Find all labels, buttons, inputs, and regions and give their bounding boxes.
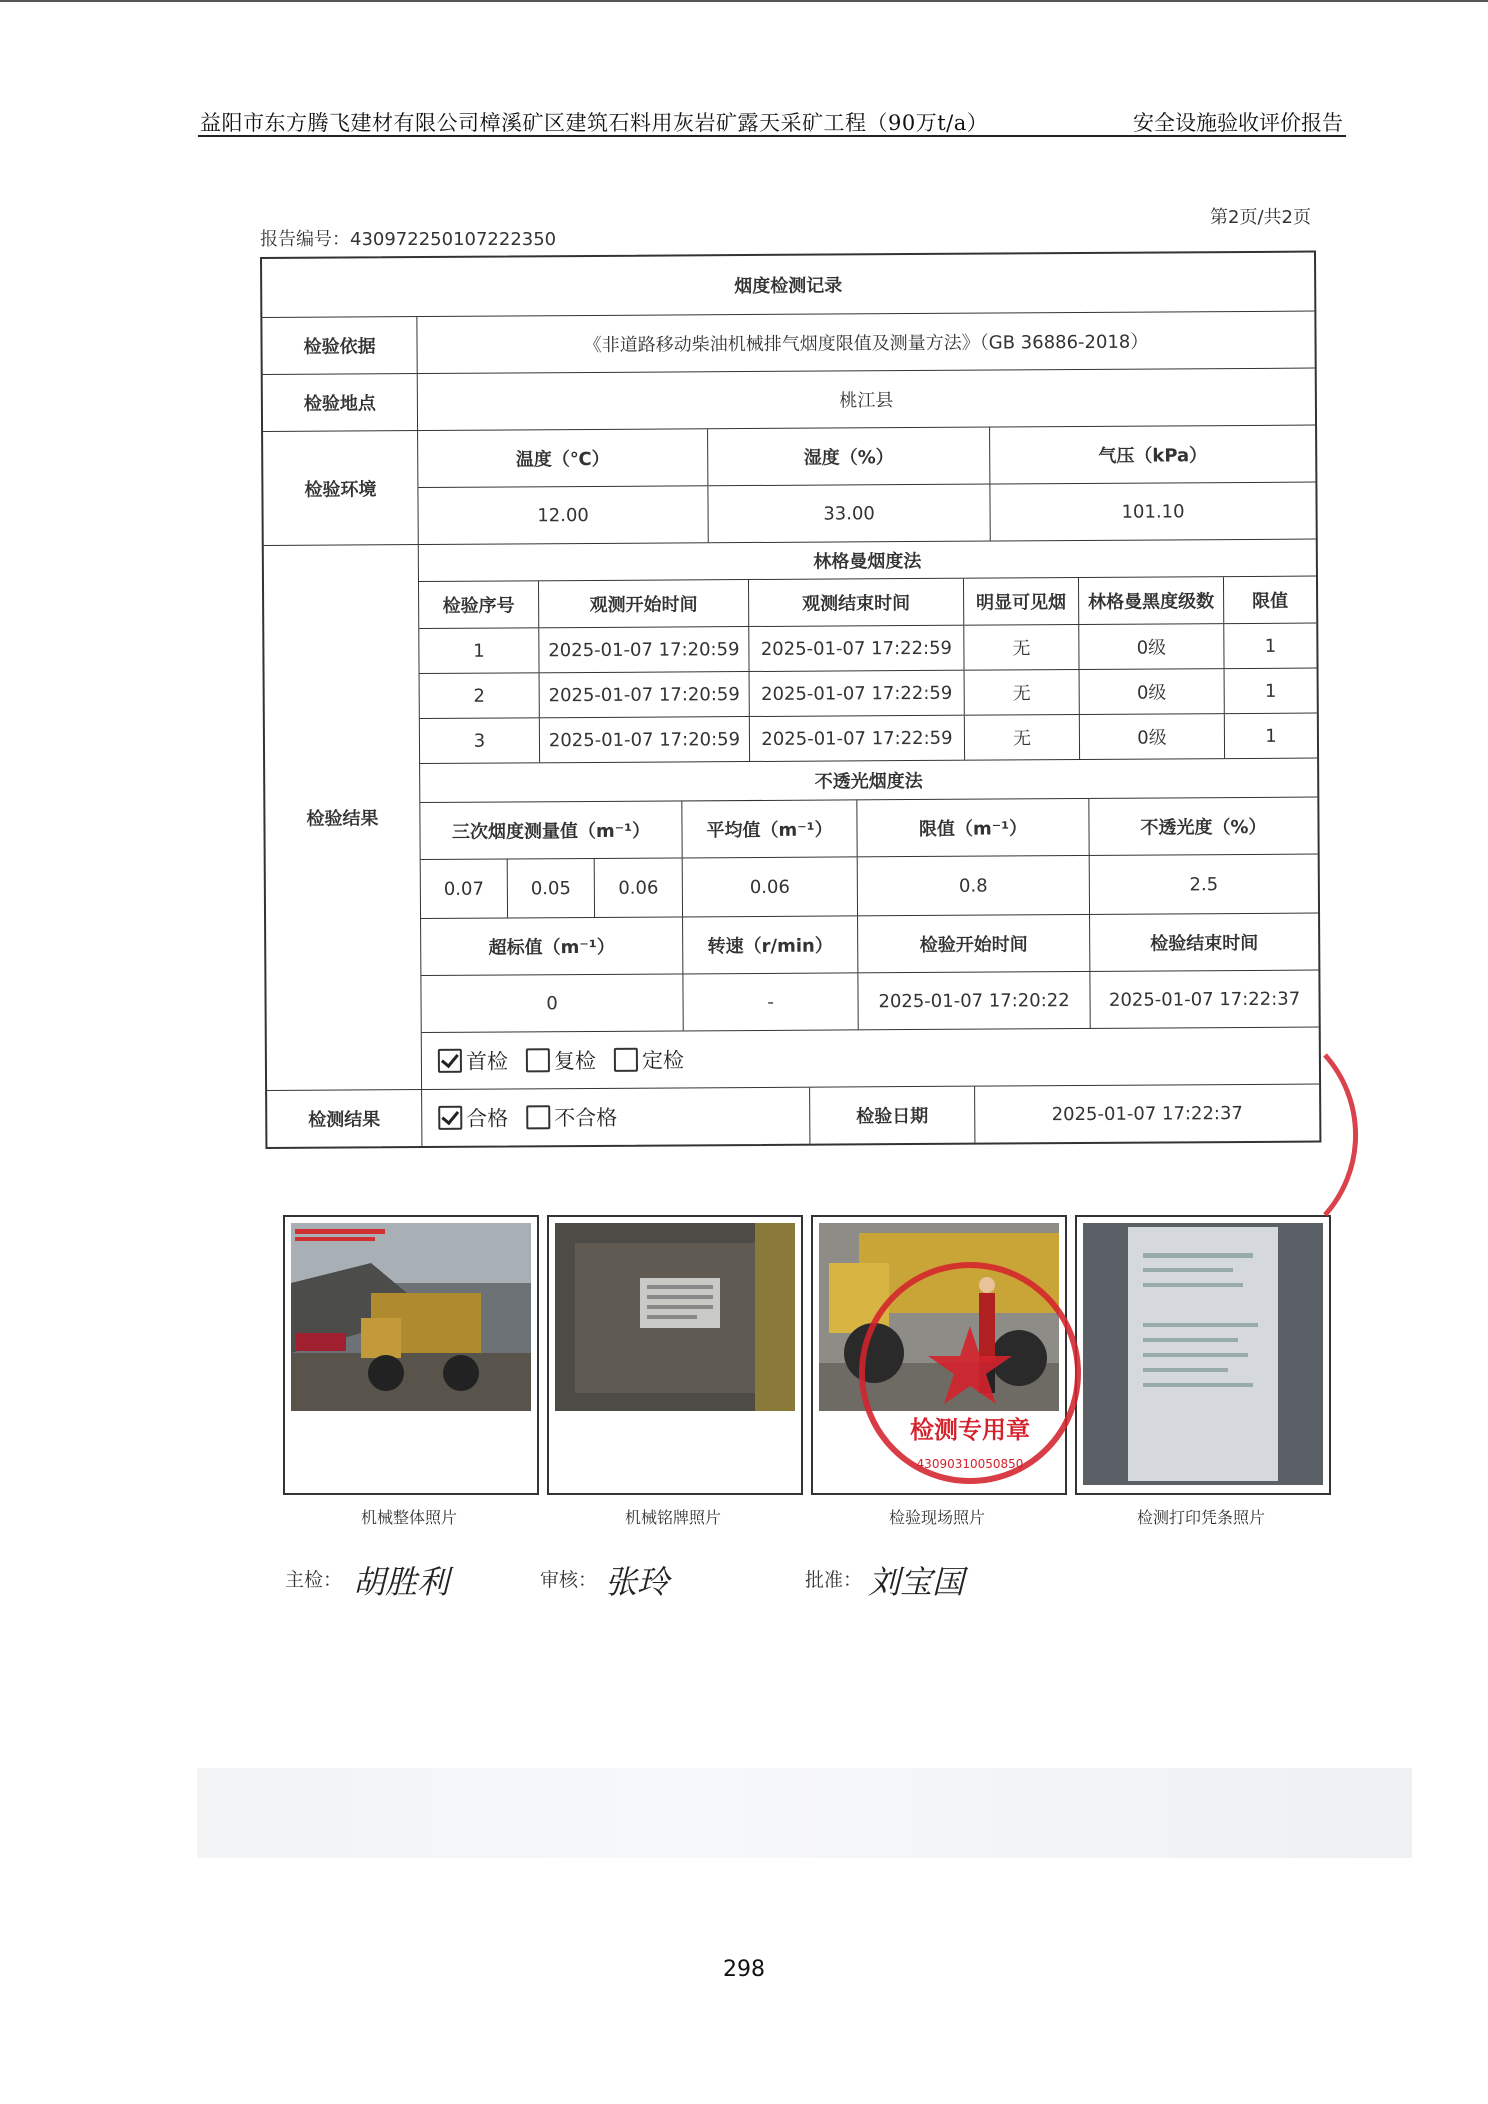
signature-row (285, 1555, 1185, 1615)
results-tables (419, 540, 1319, 1089)
opacity-header-row (420, 797, 1317, 859)
ringelmann-cell: 0级 (1080, 669, 1225, 714)
empty-box-icon (526, 1105, 550, 1129)
opacity-percent: 2.5 (1189, 873, 1219, 895)
opacity-header: 不透光度（%） (1140, 816, 1267, 839)
opacity-header: 检验开始时间 (858, 915, 1090, 972)
seal-text: 检测专用章 (910, 1416, 1030, 1444)
first-inspection-checkbox[interactable] (438, 1046, 508, 1076)
approver-signature: 刘宝国 (868, 1563, 965, 1601)
scanned-certificate (195, 195, 1410, 1865)
results-row (264, 539, 1319, 1090)
location-label: 检验地点 (263, 374, 418, 431)
opacity-header-row-2 (421, 913, 1318, 975)
opacity-header: 三次烟度测量值（m⁻¹） (420, 801, 682, 859)
ringelmann-cell: 1 (1264, 680, 1277, 702)
opacity-average: 0.06 (683, 857, 858, 916)
report-number: 报告编号：430972250107222350 (260, 229, 557, 250)
empty-box-icon (526, 1048, 550, 1072)
ringelmann-cell: 无 (965, 715, 1080, 760)
checked-box-icon (438, 1049, 462, 1073)
ringelmann-header: 限值 (1252, 590, 1289, 612)
photo-caption: 机械铭牌照片 (624, 1508, 721, 1527)
opacity-header: 超标值（m⁻¹） (421, 917, 683, 975)
env-value-pressure: 101.10 (1121, 500, 1185, 523)
page-count: 第2页/共2页 (1210, 207, 1311, 228)
exceed-value: 0 (421, 974, 683, 1032)
table-row (421, 854, 1318, 918)
environment-label: 检验环境 (263, 431, 419, 545)
checkbox-label: 不合格 (554, 1105, 618, 1131)
ringelmann-header: 观测开始时间 (539, 580, 749, 627)
page-number: 298 (723, 1957, 765, 1982)
env-value-temp: 12.00 (418, 486, 708, 544)
ringelmann-cell: 无 (964, 625, 1079, 670)
ringelmann-cell: 2025-01-07 17:22:59 (750, 716, 965, 761)
ringelmann-cell: 2025-01-07 17:22:59 (750, 671, 965, 716)
ringelmann-cell: 2 (420, 673, 540, 718)
table-row (420, 668, 1317, 718)
official-seal (855, 1258, 1085, 1488)
location-value: 桃江县 (839, 390, 894, 412)
opacity-header: 平均值（m⁻¹） (682, 800, 857, 857)
date-value: 2025-01-07 17:22:37 (1051, 1102, 1243, 1125)
ringelmann-header-row (419, 576, 1316, 628)
inspection-type-options (422, 1028, 1319, 1089)
ringelmann-title: 林格曼烟度法 (813, 550, 922, 573)
receipt-photo-image (1083, 1223, 1323, 1485)
detection-options (422, 1088, 810, 1146)
table-row (419, 623, 1316, 673)
env-header-humidity: 湿度（%） (708, 428, 990, 486)
pass-checkbox[interactable] (438, 1102, 508, 1132)
photo-caption: 检验现场照片 (888, 1508, 985, 1527)
inspector-label: 主检： (285, 1569, 343, 1591)
scan-bottom-band (197, 1768, 1412, 1858)
opacity-header: 转速（r/min） (683, 916, 858, 973)
checked-box-icon (438, 1106, 462, 1130)
ringelmann-header: 观测结束时间 (749, 579, 964, 626)
basis-row (262, 311, 1314, 374)
ringelmann-cell: 2025-01-07 17:20:59 (540, 717, 750, 762)
table-row (420, 713, 1317, 763)
photo-caption: 机械整体照片 (360, 1508, 457, 1527)
ringelmann-cell: 0级 (1080, 714, 1225, 759)
reviewer-label: 审核： (540, 1569, 598, 1591)
environment-row (263, 425, 1316, 545)
photo-strip (283, 1215, 1328, 1527)
empty-box-icon (614, 1048, 638, 1072)
ringelmann-header: 明显可见烟 (964, 578, 1079, 625)
reviewer-signature: 张玲 (605, 1563, 670, 1601)
opacity-measurement: 0.06 (595, 858, 683, 917)
test-end-time: 2025-01-07 17:22:37 (1108, 988, 1301, 1011)
basis-label: 检验依据 (262, 317, 417, 374)
ringelmann-cell: 1 (1265, 725, 1277, 747)
ringelmann-cell: 0级 (1079, 624, 1224, 669)
ringelmann-cell: 1 (419, 628, 539, 673)
opacity-title: 不透光烟度法 (814, 770, 923, 793)
fail-checkbox[interactable] (526, 1102, 617, 1133)
periodic-inspection-checkbox[interactable] (614, 1044, 684, 1074)
form-title: 烟度检测记录 (734, 275, 843, 298)
env-value-humidity: 33.00 (708, 485, 990, 543)
running-header-title: 益阳市东方腾飞建材有限公司樟溪矿区建筑石料用灰岩矿露天采矿工程（90万t/a） (200, 111, 989, 135)
nameplate-photo-image (555, 1223, 795, 1411)
header-rule (198, 135, 1346, 137)
date-label: 检验日期 (810, 1087, 975, 1144)
detection-row (267, 1084, 1319, 1147)
form-title-row (262, 253, 1314, 317)
ringelmann-cell: 2025-01-07 17:20:59 (540, 672, 750, 717)
opacity-measurement: 0.05 (508, 859, 595, 918)
ringelmann-cell: 2025-01-07 17:22:59 (749, 626, 964, 671)
ringelmann-header: 林格曼黑度级数 (1079, 577, 1224, 624)
ringelmann-header: 检验序号 (419, 581, 539, 628)
basis-value: 《非道路移动柴油机械排气烟度限值及测量方法》（GB 36886-2018） (583, 331, 1149, 357)
photo-nameplate (547, 1215, 803, 1495)
running-header-report-type: 安全设施验收评价报告 (1133, 111, 1343, 135)
photo-printout (1075, 1215, 1331, 1495)
photo-machine-overall (283, 1215, 539, 1495)
checkbox-label: 复检 (553, 1048, 596, 1074)
opacity-header: 检验结束时间 (1150, 932, 1259, 955)
env-header-temp: 温度（℃） (418, 429, 708, 487)
table-row (421, 970, 1318, 1032)
location-row (263, 368, 1315, 431)
environment-table (418, 426, 1316, 544)
opacity-header: 限值（m⁻¹） (857, 799, 1089, 856)
opacity-limit: 0.8 (858, 856, 1090, 915)
seal-number: 43090310050850 (916, 1457, 1024, 1471)
detection-label: 检测结果 (267, 1090, 422, 1147)
inspection-type-row (422, 1027, 1319, 1089)
partial-seal-right (1315, 1050, 1405, 1220)
scan-top-edge (0, 0, 1488, 2)
env-header-pressure: 气压（kPa） (1098, 445, 1208, 467)
results-label: 检验结果 (264, 545, 422, 1090)
inspector-signature: 胡胜利 (353, 1563, 450, 1601)
photo-caption: 检测打印凭条照片 (1136, 1508, 1265, 1527)
checkbox-label: 合格 (466, 1106, 509, 1131)
rpm-value: - (683, 973, 858, 1030)
opacity-measurement: 0.07 (421, 859, 508, 918)
ringelmann-cell: 1 (1264, 635, 1277, 657)
ringelmann-cell: 2025-01-07 17:20:59 (539, 627, 749, 672)
ringelmann-cell: 3 (420, 718, 540, 763)
reinspection-checkbox[interactable] (526, 1045, 596, 1075)
smoke-test-form (260, 251, 1321, 1149)
ringelmann-cell: 无 (965, 670, 1080, 715)
checkbox-label: 定检 (641, 1048, 684, 1073)
test-start-time: 2025-01-07 17:20:22 (858, 972, 1090, 1029)
truck-photo-image (291, 1223, 531, 1411)
approver-label: 批准： (805, 1569, 863, 1591)
checkbox-label: 首检 (465, 1049, 508, 1074)
